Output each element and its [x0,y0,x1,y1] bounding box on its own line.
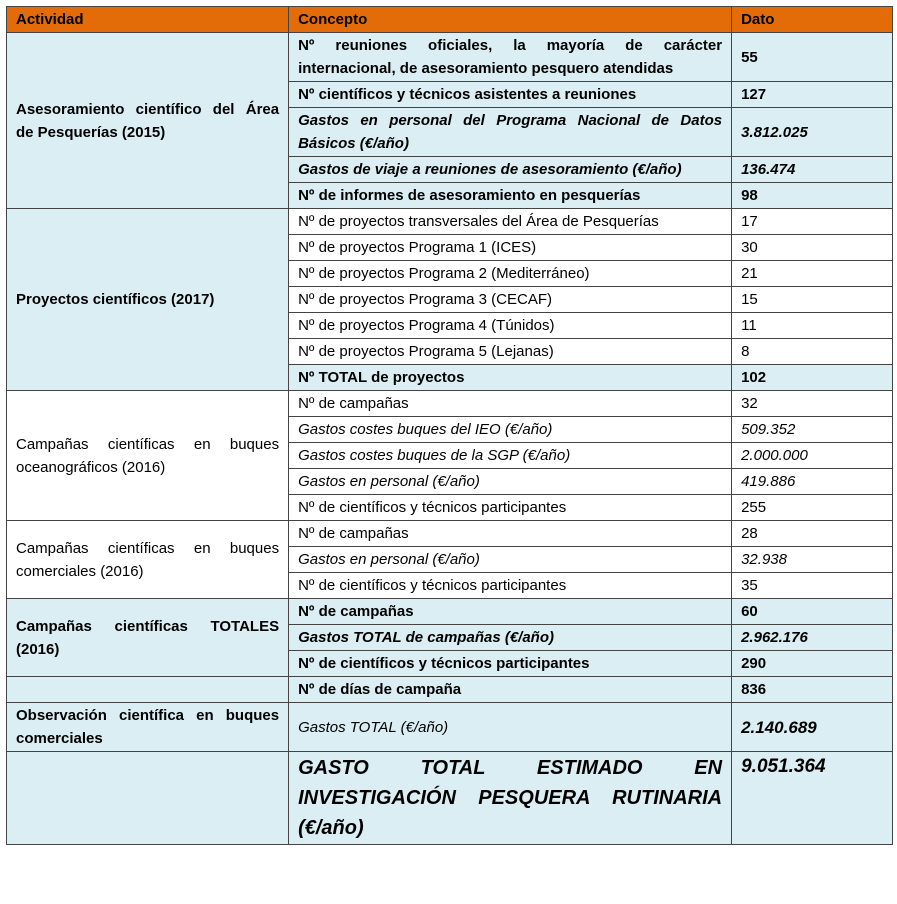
header-dato: Dato [732,7,893,33]
concept-cell: Nº de días de campaña [289,677,732,703]
concept-cell: Nº de científicos y técnicos participantes [289,495,732,521]
table-row [7,703,893,752]
grand-total-value: 9.051.364 [732,752,893,845]
value-cell: 32.938 [732,547,893,573]
activity-observacion: Observación científica en buques comerciales [7,703,289,752]
concept-cell: Nº de informes de asesoramiento en pesquerías [289,183,732,209]
concept-cell: Nº de proyectos Programa 3 (CECAF) [289,287,732,313]
activity-asesoramiento: Asesoramiento científico del Área de Pesquerías (2015) [7,33,289,209]
value-cell: 2.140.689 [732,703,893,752]
concept-cell: Nº de científicos y técnicos participantes [289,573,732,599]
value-cell: 8 [732,339,893,365]
concept-cell: Gastos TOTAL (€/año) [289,703,732,752]
value-cell: 102 [732,365,893,391]
table-row [7,677,893,703]
value-cell: 2.000.000 [732,443,893,469]
table-row [7,209,893,235]
value-cell: 509.352 [732,417,893,443]
activity-totales: Campañas científicas TOTALES (2016) [7,599,289,677]
value-cell: 15 [732,287,893,313]
empty-activity-cell [7,677,289,703]
value-cell: 30 [732,235,893,261]
value-cell: 32 [732,391,893,417]
concept-cell: Gastos en personal del Programa Nacional de Datos Básicos (€/año) [289,108,732,157]
concept-cell: Gastos en personal (€/año) [289,469,732,495]
value-cell: 3.812.025 [732,108,893,157]
concept-cell: Nº reuniones oficiales, la mayoría de carácter internacional, de asesoramiento pesquero atendidas [289,33,732,82]
value-cell: 11 [732,313,893,339]
grand-total-label: GASTO TOTAL ESTIMADO EN INVESTIGACIÓN PESQUERA RUTINARIA (€/año) [289,752,732,845]
concept-cell: Nº de proyectos Programa 2 (Mediterráneo) [289,261,732,287]
header-concepto: Concepto [289,7,732,33]
concept-cell: Gastos de viaje a reuniones de asesoramiento (€/año) [289,157,732,183]
concept-cell: Nº de campañas [289,391,732,417]
table-row [7,599,893,625]
concept-cell: Nº de proyectos transversales del Área de Pesquerías [289,209,732,235]
concept-cell: Gastos costes buques de la SGP (€/año) [289,443,732,469]
concept-cell: Gastos TOTAL de campañas (€/año) [289,625,732,651]
table-row [7,752,893,845]
concept-cell: Nº TOTAL de proyectos [289,365,732,391]
activity-proyectos: Proyectos científicos (2017) [7,209,289,391]
activity-comerciales: Campañas científicas en buques comerciales (2016) [7,521,289,599]
concept-cell: Nº de proyectos Programa 1 (ICES) [289,235,732,261]
value-cell: 127 [732,82,893,108]
table-row [7,33,893,82]
value-cell: 17 [732,209,893,235]
value-cell: 836 [732,677,893,703]
concept-cell: Nº de proyectos Programa 5 (Lejanas) [289,339,732,365]
value-cell: 419.886 [732,469,893,495]
value-cell: 2.962.176 [732,625,893,651]
concept-cell: Nº de proyectos Programa 4 (Túnidos) [289,313,732,339]
value-cell: 28 [732,521,893,547]
concept-cell: Nº de campañas [289,599,732,625]
activity-oceanograficos: Campañas científicas en buques oceanográficos (2016) [7,391,289,521]
value-cell: 290 [732,651,893,677]
activity-gasto-total [7,752,289,845]
header-actividad: Actividad [7,7,289,33]
value-cell: 255 [732,495,893,521]
value-cell: 35 [732,573,893,599]
concept-cell: Gastos en personal (€/año) [289,547,732,573]
concept-cell: Nº científicos y técnicos asistentes a reuniones [289,82,732,108]
value-cell: 98 [732,183,893,209]
table-row [7,521,893,547]
concept-cell: Gastos costes buques del IEO (€/año) [289,417,732,443]
value-cell: 60 [732,599,893,625]
value-cell: 136.474 [732,157,893,183]
fisheries-research-table [6,6,893,845]
header-row [7,7,893,33]
concept-cell: Nº de campañas [289,521,732,547]
table-row [7,391,893,417]
concept-cell: Nº de científicos y técnicos participantes [289,651,732,677]
value-cell: 21 [732,261,893,287]
value-cell: 55 [732,33,893,82]
